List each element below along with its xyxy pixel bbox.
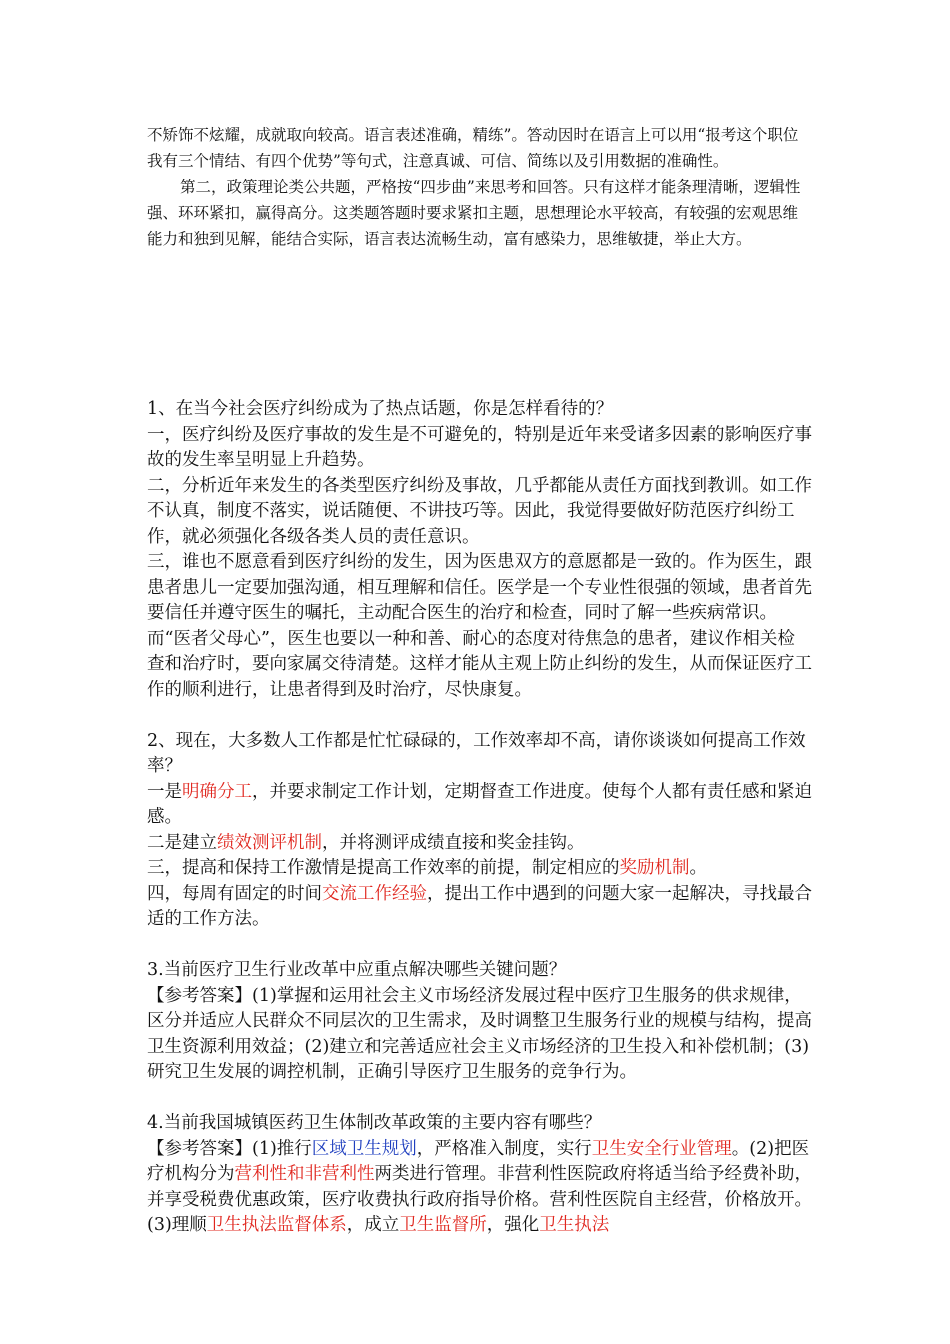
- highlight-text: 明确分工: [182, 781, 252, 802]
- q3-title: 3.当前医疗卫生行业改革中应重点解决哪些关键问题？: [147, 960, 567, 980]
- highlight-text: 卫生执法监督体系: [206, 1215, 347, 1235]
- highlight-text: 奖励机制: [619, 858, 690, 878]
- intro-section: [147, 122, 812, 252]
- text: ，成立: [346, 1215, 400, 1235]
- text: ，严格准入制度，实行: [416, 1138, 592, 1159]
- q2-answer-3: [147, 856, 812, 882]
- highlight-text-blue: 区域卫生规划: [311, 1138, 417, 1159]
- highlight-text: 营利性和非营利性: [234, 1164, 375, 1184]
- q4-title: 4.当前我国城镇医药卫生体制改革政策的主要内容有哪些？: [147, 1113, 602, 1133]
- q3-answer: 【参考答案】(1)掌握和运用社会主义市场经济发展过程中医疗卫生服务的供求规律，区分并适应人民群众不同层次的卫生需求，及时调整卫生服务行业的规模与结构，提高卫生资源利用效益；(2)建立和完善适应社会主义市场经济的卫生投入和补偿机制；(3)研究卫生发展的调控机制，正确引导医疗卫生服务的竞争行为。: [147, 985, 812, 1082]
- highlight-text: 卫生监督所: [399, 1215, 487, 1235]
- text: 【参考答案】(1)推行: [147, 1138, 312, 1159]
- intro-paragraph-1: 不矫饰不炫耀，成就取向较高。语言表述准确，精练”。答动因时在语言上可以用“报考这个职位我有三个情结、有四个优势”等句式，注意真诚、可信、简练以及引用数据的准确性。: [147, 126, 799, 170]
- spacer: [147, 703, 812, 729]
- text: 三，提高和保持工作激情是提高工作效率的前提，制定相应的: [147, 858, 620, 878]
- spacer: [147, 933, 812, 959]
- q4-answer: [147, 1137, 812, 1239]
- text: 二是建立: [147, 832, 217, 853]
- text: ，强化: [486, 1215, 540, 1235]
- q1-answer-3: 三，谁也不愿意看到医疗纠纷的发生，因为医患双方的意愿都是一致的。作为医生，跟患者患儿一定要加强沟通，相互理解和信任。医学是一个专业性很强的领域，患者首先要信任并遵守医生的嘱托，主动配合医生的治疗和检查，同时了解一些疾病常识。而“医者父母心”，医生也要以一种和善、耐心的态度对待焦急的患者，建议作相关检查和治疗时，要向家属交待清楚。这样才能从主观上防止纠纷的发生，从而保证医疗工作的顺利进行，让患者得到及时治疗，尽快康复。: [147, 552, 812, 700]
- highlight-text: 交流工作经验: [322, 883, 427, 904]
- q1-title: 1、在当今社会医疗纠纷成为了热点话题，你是怎样看待的？: [147, 399, 614, 419]
- text: ，提出工作中遇到的问题大家一起解决，寻找最合适的工作方法。: [147, 883, 812, 929]
- text: 。(2)把医疗机构分为: [147, 1138, 810, 1184]
- q2-answer-4: [147, 882, 812, 933]
- highlight-text: 绩效测评机制: [217, 832, 322, 853]
- text: 。: [689, 858, 707, 878]
- text: ，并要求制定工作计划，定期督查工作进度。使每个人都有责任感和紧迫感。: [147, 781, 812, 827]
- intro-paragraph-2: 第二，政策理论类公共题，严格按“四步曲”来思考和回答。只有这样才能条理清晰，逻辑性强、环环紧扣，赢得高分。这类题答题时要求紧扣主题，思想理论水平较高，有较强的宏观思维能力和独到见解，能结合实际，语言表达流畅生动，富有感染力，思维敏捷，举止大方。: [147, 178, 801, 248]
- q1-answer-1: 一，医疗纠纷及医疗事故的发生是不可避免的，特别是近年来受诸多因素的影响医疗事故的发生率呈明显上升趋势。: [147, 424, 812, 470]
- q2-answer-2: [147, 831, 812, 857]
- q2-title: 2、现在，大多数人工作都是忙忙碌碌的，工作效率却不高，请你谈谈如何提高工作效率？: [147, 730, 806, 776]
- q1-answer-2: 二，分析近年来发生的各类型医疗纠纷及事故，几乎都能从责任方面找到教训。如工作不认真，制度不落实，说话随便、不讲技巧等。因此，我觉得要做好防范医疗纠纷工作，就必须强化各级各类人员的责任意识。: [147, 475, 812, 547]
- text: 两类进行管理。非营利性医院政府将适当给予经费补助，并享受税费优惠政策，医疗收费执行政府指导价格。营利性医院自主经营，价格放开。(3)理顺: [147, 1164, 812, 1235]
- text: 一是: [147, 781, 182, 802]
- text: 四，每周有固定的时间: [147, 883, 322, 904]
- text: ，并将测评成绩直接和奖金挂钩。: [322, 832, 585, 853]
- highlight-text: 卫生执法: [539, 1215, 610, 1235]
- spacer: [147, 1086, 812, 1112]
- qa-section: [147, 397, 812, 1239]
- highlight-text: 卫生安全行业管理: [591, 1138, 732, 1159]
- q2-answer-1: [147, 780, 812, 831]
